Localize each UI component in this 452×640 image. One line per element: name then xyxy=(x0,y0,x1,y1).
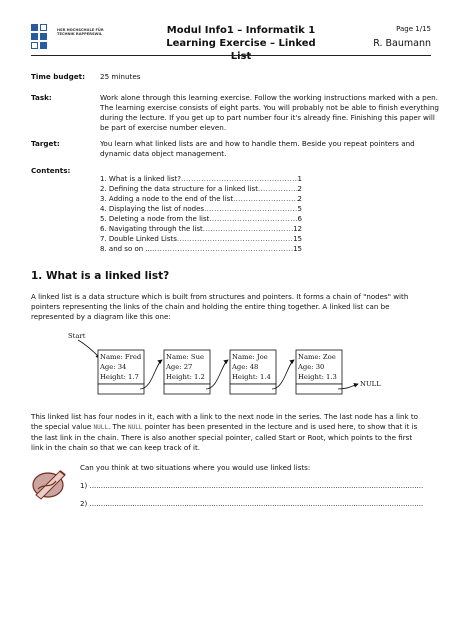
svg-text:Name: Joe: Name: Joe xyxy=(232,353,268,361)
task-text: Work alone through this learning exercise. Follow the working instructions marked with a pen. The learning exercise consists of eight parts. You will probably not be able to finish everything during the lecture. If you get up to part number four it's already fine. Finishing this paper will be part of exercise number eleven. xyxy=(100,93,439,132)
pen-icon xyxy=(30,465,70,501)
author: R. Baumann xyxy=(373,38,431,49)
page-header xyxy=(31,22,431,62)
start-pointer-arrow xyxy=(78,340,100,358)
title-line-2: Learning Exercise – Linked List xyxy=(166,38,316,62)
list-node xyxy=(230,350,276,394)
toc-item[interactable]: 8. and so on ... ..... 15 xyxy=(100,244,302,254)
svg-text:Height: 1.7: Height: 1.7 xyxy=(100,373,139,381)
start-label: Start xyxy=(68,332,86,340)
target-text: You learn what linked lists are and how to handle them. Beside you repeat pointers and dynamic data object management. xyxy=(100,139,415,158)
svg-text:Age: 30: Age: 30 xyxy=(298,363,325,371)
page-number: Page 1/15 xyxy=(396,25,431,33)
header-divider xyxy=(31,55,431,56)
svg-text:Name: Zoe: Name: Zoe xyxy=(298,353,336,361)
document-title xyxy=(161,24,321,63)
svg-text:Name: Sue: Name: Sue xyxy=(166,353,204,361)
logo-text: HSR HOCHSCHULE FÜR TECHNIK RAPPERSWIL xyxy=(57,28,104,37)
toc-item[interactable]: 1. What is a linked list? ..... 1 xyxy=(100,174,302,184)
table-of-contents xyxy=(100,174,302,254)
svg-text:Age: 27: Age: 27 xyxy=(166,363,193,371)
list-node xyxy=(98,350,144,394)
intro-paragraph: A linked list is a data structure which is built from structures and pointers. It forms a chain of "nodes" with pointers representing the links of the chain and holding the entire thing together. A linked list can be represented by a diagram like this one: xyxy=(31,292,409,321)
title-line-1: Modul Info1 – Informatik 1 xyxy=(166,25,316,36)
section-heading: 1. What is a linked list? xyxy=(31,270,170,282)
svg-text:Height: 1.4: Height: 1.4 xyxy=(232,373,271,381)
question-text: Can you think at two situations where you would use linked lists: xyxy=(80,463,311,472)
explanation-paragraph: This linked list has four nodes in it, each with a link to the next node in the series. The last node has a link to the special value NULL. The NULL pointer has been presented in the lecture and is used here, to show that it is the last link in the chain. There is also another special pointer, called Start or Root, which points to the first link in the chain so that we can keep track of it. xyxy=(31,412,418,452)
null-code: NULL xyxy=(93,424,108,431)
toc-item[interactable]: 2. Defining the data structure for a linked list ..... 2 xyxy=(100,184,302,194)
svg-text:Name: Fred: Name: Fred xyxy=(100,353,142,361)
contents-label: Contents: xyxy=(31,166,71,175)
answer-line-1[interactable]: 1) .................................................................................................................................................... xyxy=(80,481,424,490)
svg-text:Height: 1.3: Height: 1.3 xyxy=(298,373,337,381)
toc-item[interactable]: 5. Deleting a node from the list ..... 6 xyxy=(100,214,302,224)
svg-text:Age: 34: Age: 34 xyxy=(100,363,127,371)
time-budget-value: 25 minutes xyxy=(100,72,141,81)
answer-line-2[interactable]: 2) .................................................................................................................................................... xyxy=(80,499,424,508)
target-label: Target: xyxy=(31,139,60,148)
svg-text:Height: 1.2: Height: 1.2 xyxy=(166,373,205,381)
toc-item[interactable]: 7. Double Linked Lists ..... 15 xyxy=(100,234,302,244)
linked-list-diagram xyxy=(60,330,400,400)
toc-item[interactable]: 6. Navigating through the list ..... 12 xyxy=(100,224,302,234)
list-node xyxy=(164,350,210,394)
svg-text:Age: 48: Age: 48 xyxy=(232,363,259,371)
null-label: NULL xyxy=(360,380,381,388)
toc-item[interactable]: 3. Adding a node to the end of the list ..... 2 xyxy=(100,194,302,204)
toc-item[interactable]: 4. Displaying the list of nodes ..... 5 xyxy=(100,204,302,214)
time-budget-label: Time budget: xyxy=(31,72,85,81)
list-node xyxy=(296,350,342,394)
null-code: NULL xyxy=(127,424,143,431)
task-label: Task: xyxy=(31,93,52,102)
